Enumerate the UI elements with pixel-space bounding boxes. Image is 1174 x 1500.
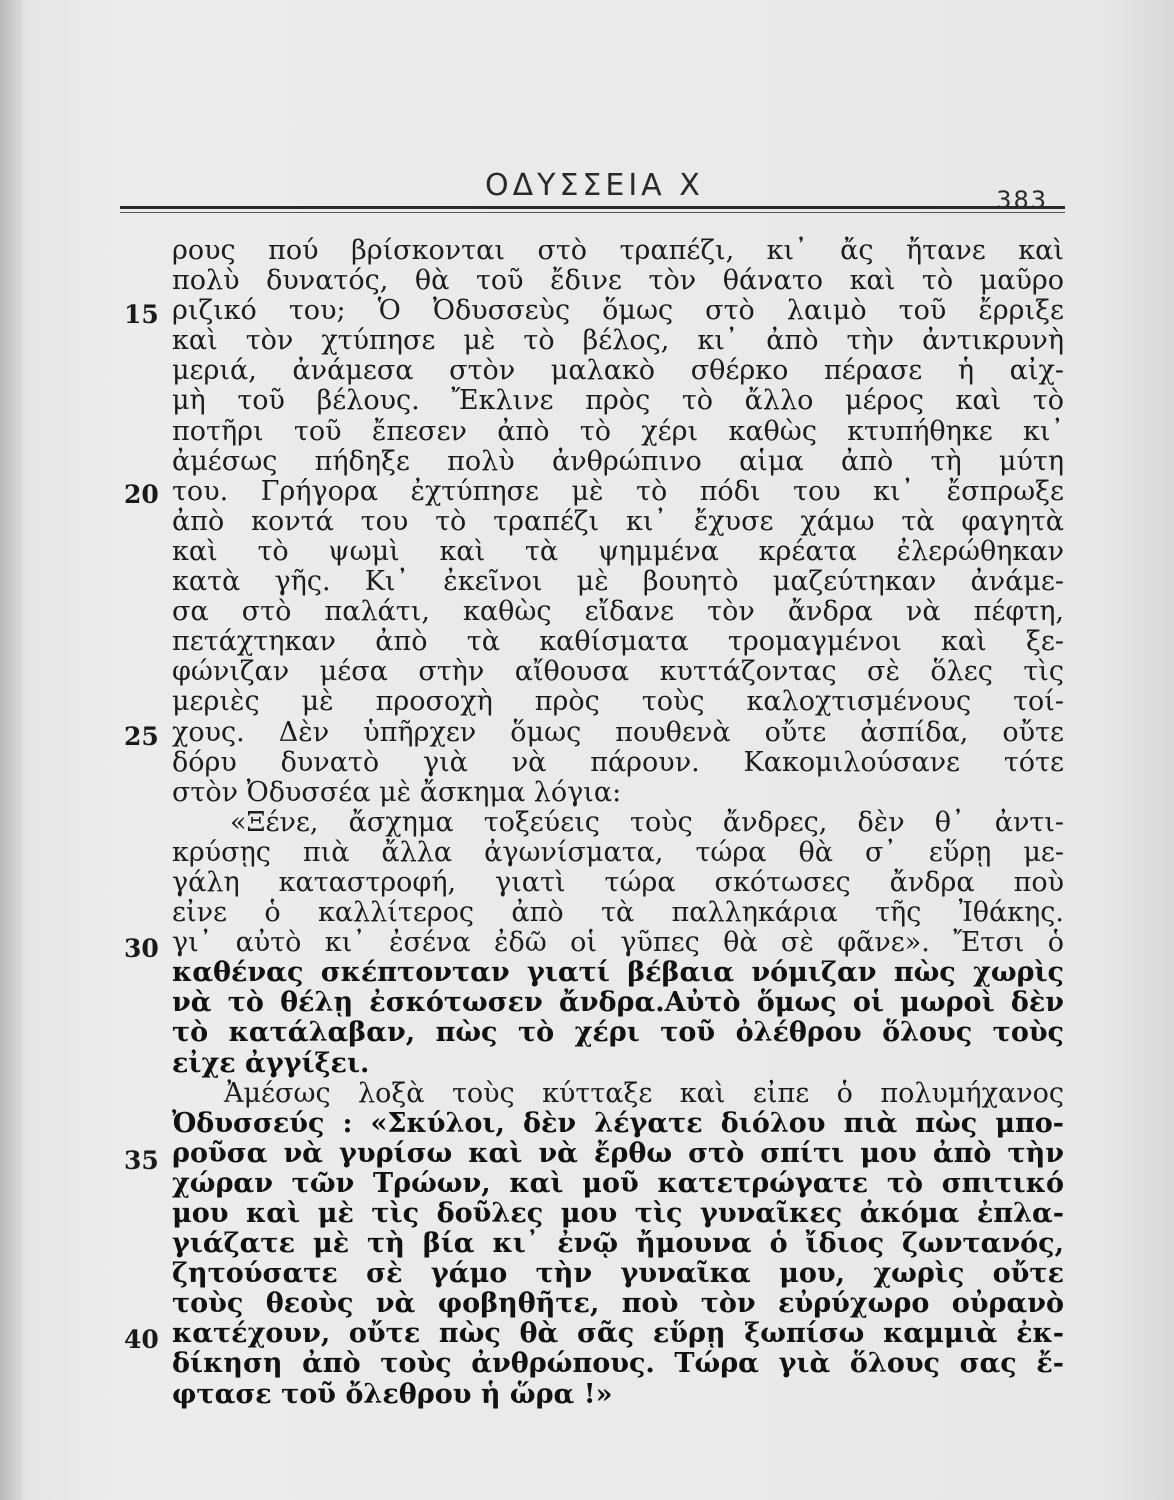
text-line: πετάχτηκαν ἀπὸ τὰ καθίσματα τρομαγμένοι καὶ ξε- [172,627,1064,658]
page-header [120,168,1070,216]
binding-shadow [0,0,22,1500]
header-rule-thin [120,212,1065,213]
text-line: τοὺς θεοὺς νὰ φοβηθῆτε, ποὺ τὸν εὐρύχωρο οὐρανὸ [172,1289,1064,1320]
text-line: φώνιζαν μέσα στὴν αἴθουσα κυττάζοντας σὲ ὅλες τὶς [172,657,1064,688]
text-line: τὸ κατάλαβαν, πὼς τὸ χέρι τοῦ ὀλέθρου ὅλους τοὺς [172,1018,1064,1049]
text-line: μου καὶ μὲ τὶς δοῦλες μου τὶς γυναῖκες ἀκόμα ἐπλα- [172,1199,1064,1229]
text-line: ρους πού βρίσκονται στὸ τραπέζι, κι᾽ ἄς ἤτανε καὶ [172,236,1064,266]
running-head: ΟΔΥΣΣΕΙΑ Χ [485,168,704,203]
text-line: φτασε τοῦ ὄλεθρου ἡ ὥρα !» [172,1379,613,1410]
text-line: πολὺ δυνατός, θὰ τοῦ ἔδινε τὸν θάνατο καὶ τὸ μαῦρο [172,266,1064,297]
text-line: γιάζατε μὲ τὴ βία κι᾽ ἐνῷ ἤμουνα ὁ ἴδιος ζωντανός, [172,1229,1064,1260]
text-line: «Ξένε, ἄσχημα τοξεύεις τοὺς ἄνδρες, δὲν θ᾽ ἀντι- [230,807,1064,838]
text-line: εἶνε ὁ καλλίτερος ἀπὸ τὰ παλληκάρια τῆς Ἰθάκης. [172,898,1064,929]
text-line: γάλη καταστροφή, γιατὶ τώρα σκότωσες ἄνδρα ποὺ [172,867,1064,898]
text-line: εἶχε ἀγγίξει. [172,1048,370,1079]
text-line: χώραν τῶν Τρώων, καὶ μοῦ κατετρώγατε τὸ σπιτικό [172,1168,1064,1199]
text-line: κατέχουν, οὔτε πὼς θὰ σᾶς εὕρῃ ξωπίσω καμμιὰ ἐκ- [172,1319,1064,1350]
text-line: ζητούσατε σὲ γάμο τὴν γυναῖκα μου, χωρὶς οὔτε [172,1259,1064,1290]
line-number-35: 35 [124,1146,159,1175]
body-text [172,236,1064,1410]
text-line: νὰ τὸ θέλῃ ἐσκότωσεν ἄνδρα.Αὐτὸ ὅμως οἱ μωροὶ δὲν [172,988,1064,1019]
text-line: κατὰ γῆς. Κι᾽ ἐκεῖνοι μὲ βουητὸ μαζεύτηκαν ἀνάμε- [172,567,1064,598]
text-line: δίκηση ἀπὸ τοὺς ἀνθρώπους. Τώρα γιὰ ὅλους σας ἔ- [172,1349,1064,1380]
text-line: μεριὲς μὲ προσοχὴ πρὸς τοὺς καλοχτισμένους τοί- [172,687,1064,718]
text-line: καθένας σκέπτονταν γιατί βέβαια νόμιζαν πὼς χωρὶς [172,958,1064,989]
text-line: μεριά, ἀνάμεσα στὸν μαλακὸ σθέρκο πέρασε ἡ αἰχ- [172,356,1064,387]
text-line: στὸν Ὀδυσσέα μὲ ἄσκημα λόγια: [172,777,622,808]
text-line: καὶ τὸ ψωμὶ καὶ τὰ ψημμένα κρέατα ἐλερώθηκαν [172,536,1064,567]
text-line: ἀπὸ κοντά του τὸ τραπέζι κι᾽ ἔχυσε χάμω τὰ φαγητὰ [172,506,1064,537]
text-line: ἀμέσως πήδηξε πολὺ ἀνθρώπινο αἷμα ἀπὸ τὴ μύτη [172,446,1064,477]
line-number-15: 15 [124,300,159,329]
page-number: 383 [996,186,1048,214]
text-line: Ἀμέσως λοξὰ τοὺς κύτταξε καὶ εἶπε ὁ πολυμήχανος [224,1078,1064,1109]
text-line: Ὀδυσσεύς : «Σκύλοι, δὲν λέγατε διόλου πιὰ πὼς μπο- [172,1108,1064,1139]
text-line: χους. Δὲν ὑπῆρχεν ὅμως πουθενὰ οὔτε ἀσπίδα, οὔτε [172,717,1064,748]
text-line: του. Γρήγορα ἐχτύπησε μὲ τὸ πόδι του κι᾽ ἔσπρωξε [172,476,1064,507]
line-number-30: 30 [124,934,159,963]
text-line: σα στὸ παλάτι, καθὼς εἴδανε τὸν ἄνδρα νὰ πέφτη, [172,597,1064,628]
text-line: δόρυ δυνατὸ γιὰ νὰ πάρουν. Κακομιλούσανε τότε [172,747,1064,778]
header-rule [120,206,1065,209]
line-number-25: 25 [124,722,159,751]
text-line: ριζικό του; Ὁ Ὀδυσσεὺς ὅμως στὸ λαιμὸ τοῦ ἔρριξε [172,296,1064,327]
text-line: γι᾽ αὐτὸ κι᾽ ἐσένα ἐδῶ οἱ γῦπες θὰ σὲ φᾶνε». Ἔτσι ὁ [172,928,1064,959]
text-line: ποτῆρι τοῦ ἔπεσεν ἀπὸ τὸ χέρι καθὼς κτυπήθηκε κι᾽ [172,416,1064,447]
text-line: καὶ τὸν χτύπησε μὲ τὸ βέλος, κι᾽ ἀπὸ τὴν ἀντικρυνὴ [172,326,1064,357]
line-number-20: 20 [124,480,159,509]
text-line: κρύσῃς πιὰ ἄλλα ἀγωνίσματα, τώρα θὰ σ᾽ εὕρῃ με- [172,837,1064,868]
line-number-40: 40 [124,1325,159,1354]
text-line: μὴ τοῦ βέλους. Ἔκλινε πρὸς τὸ ἄλλο μέρος καὶ τὸ [172,386,1064,417]
text-line: ροῦσα νὰ γυρίσω καὶ νὰ ἔρθω στὸ σπίτι μου ἀπὸ τὴν [172,1138,1064,1169]
